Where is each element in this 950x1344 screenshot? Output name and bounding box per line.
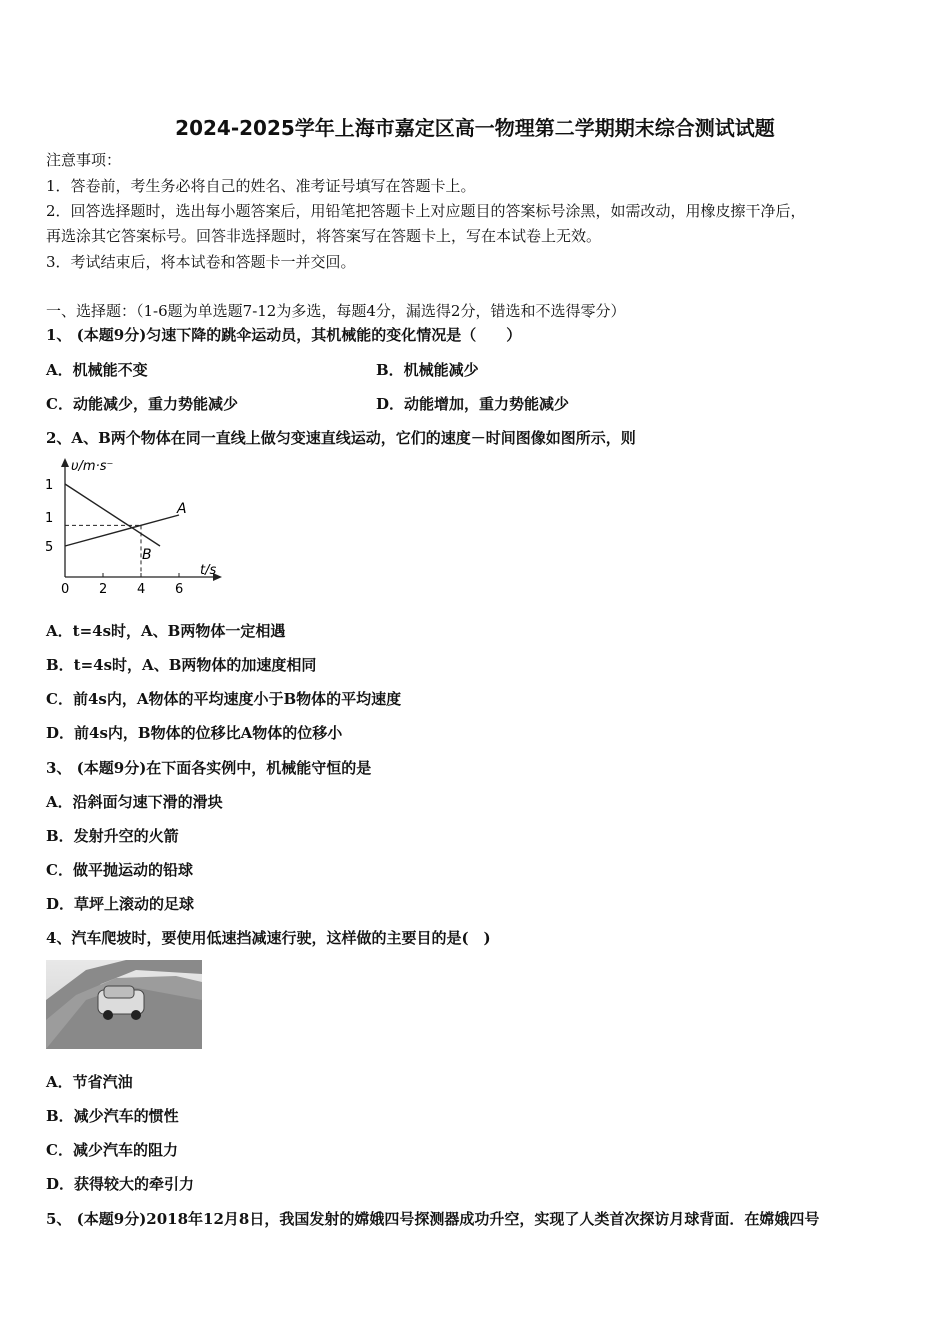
x-axis-label: t/s — [200, 563, 217, 578]
notice-header: 注意事项： — [46, 151, 122, 169]
question-2-stem: 2、A、B两个物体在同一直线上做匀变速直线运动，它们的速度－时间图像如图所示，则 — [46, 429, 636, 447]
x-tick-label: 4 — [137, 582, 146, 597]
q4-option-d: D．获得较大的牵引力 — [46, 1175, 195, 1193]
q3-option-a: A．沿斜面匀速下滑的滑块 — [46, 793, 223, 811]
q4-option-c: C．减少汽车的阻力 — [46, 1141, 178, 1159]
q1-option-c: C．动能减少，重力势能减少 — [46, 395, 238, 413]
y-tick-label: 1 — [45, 478, 54, 493]
question-3-stem: 3、 (本题9分)在下面各实例中，机械能守恒的是 — [46, 759, 372, 777]
q2-option-b: B．t=4s时，A、B两物体的加速度相同 — [46, 656, 317, 674]
x-tick-label: 0 — [61, 582, 70, 597]
question-5-stem: 5、 (本题9分)2018年12月8日，我国发射的嫦娥四号探测器成功升空，实现了人类首次探访月球背面．在嫦娥四号 — [46, 1210, 820, 1228]
q3-option-d: D．草坪上滚动的足球 — [46, 895, 195, 913]
series-line-a — [65, 515, 179, 546]
q3-option-b: B．发射升空的火箭 — [46, 827, 179, 845]
q2-option-d: D．前4s内，B物体的位移比A物体的位移小 — [46, 724, 343, 742]
q1-option-d: D．动能增加，重力势能减少 — [376, 395, 570, 413]
series-line-b — [65, 484, 160, 546]
q4-option-b: B．减少汽车的惯性 — [46, 1107, 179, 1125]
car-on-slope-photo — [46, 960, 202, 1049]
y-axis-label: υ/m·s⁻ — [71, 459, 114, 474]
velocity-time-graph — [40, 455, 240, 605]
section-heading: 一、选择题：（1-6题为单选题7-12为多选，每题4分，漏选得2分，错选和不选得零分） — [46, 302, 626, 320]
q2-option-a: A．t=4s时，A、B两物体一定相遇 — [46, 622, 286, 640]
y-tick-label: 5 — [45, 540, 54, 555]
y-axis-arrow — [61, 458, 69, 467]
q1-option-b: B．机械能减少 — [376, 361, 479, 379]
page-title: 2024-2025学年上海市嘉定区高一物理第二学期期末综合测试试题 — [175, 116, 775, 140]
notice-item: 再选涂其它答案标号。回答非选择题时，将答案写在答题卡上，写在本试卷上无效。 — [46, 227, 602, 245]
notice-item: 3．考试结束后，将本试卷和答题卡一并交回。 — [46, 253, 356, 271]
question-4-stem: 4、汽车爬坡时，要使用低速挡减速行驶，这样做的主要目的是( ) — [46, 929, 491, 947]
q4-option-a: A．节省汽油 — [46, 1073, 133, 1091]
x-tick-label: 6 — [175, 582, 184, 597]
q2-option-c: C．前4s内，A物体的平均速度小于B物体的平均速度 — [46, 690, 402, 708]
y-tick-label: 1 — [45, 511, 54, 526]
series-label-b: B — [142, 547, 152, 563]
q3-option-c: C．做平抛运动的铅球 — [46, 861, 193, 879]
series-label-a: A — [177, 501, 187, 517]
notice-item: 1．答卷前，考生务必将自己的姓名、准考证号填写在答题卡上。 — [46, 177, 476, 195]
question-1-stem: 1、 (本题9分)匀速下降的跳伞运动员，其机械能的变化情况是（ ） — [46, 326, 522, 344]
notice-item: 2．回答选择题时，选出每小题答案后，用铅笔把答题卡上对应题目的答案标号涂黑，如需改动，用橡皮擦干净后， — [46, 202, 806, 220]
x-tick-label: 2 — [99, 582, 108, 597]
q1-option-a: A．机械能不变 — [46, 361, 148, 379]
